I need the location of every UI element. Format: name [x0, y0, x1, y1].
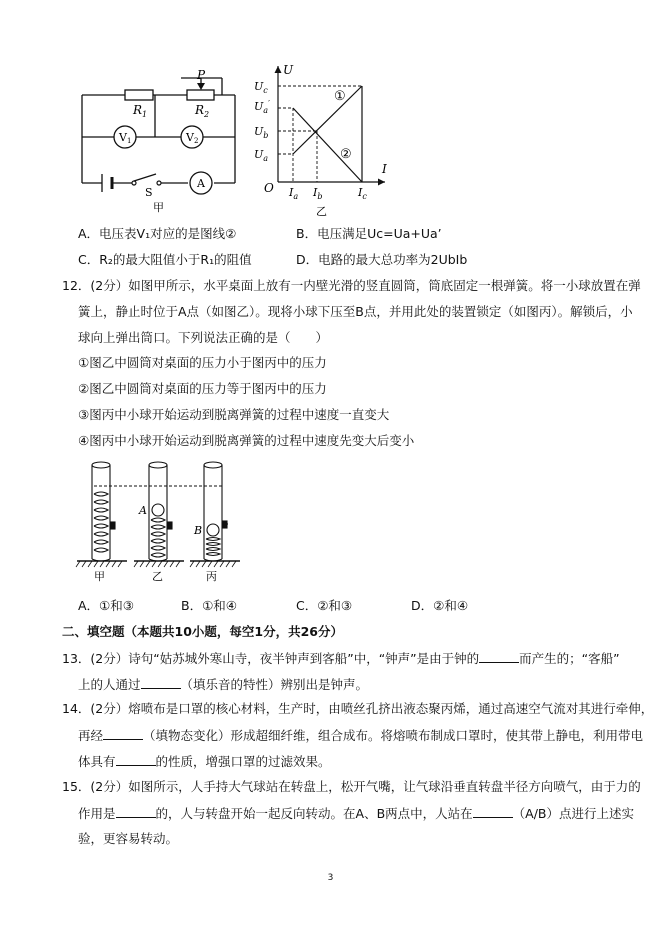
- circuit-diagram: [75, 70, 250, 215]
- cylinders-figure: [72, 458, 252, 586]
- svg-text:Ia: $I_a$: [289, 186, 299, 201]
- q12-statement-4: ④图丙中小球开始运动到脱离弹簧的过程中速度先变大后变小: [78, 433, 415, 448]
- svg-text:Ib: $I_b$: [313, 186, 323, 201]
- q11-option-a: A．电压表V₁对应的是图线②: [78, 226, 237, 241]
- svg-text:②: ②: [340, 147, 352, 162]
- q11-option-d: D．电路的最大总功率为2UbIb: [296, 252, 468, 267]
- q12-statement-3: ③图丙中小球开始运动到脱离弹簧的过程中速度一直变大: [78, 407, 390, 422]
- cylinder-yi: [149, 462, 172, 561]
- q12-option-b: B．①和④: [181, 598, 237, 613]
- svg-text:A: A: [197, 177, 205, 190]
- q14-blank-1[interactable]: [103, 727, 143, 740]
- q12-stem-line3: 球向上弹出筒口。下列说法正确的是（ ）: [78, 330, 329, 345]
- svg-text:S: S: [145, 186, 153, 199]
- svg-text:乙: 乙: [152, 570, 163, 583]
- cylinder-jia: [92, 462, 115, 561]
- q13-blank-2[interactable]: [141, 676, 181, 689]
- q15-line3: 验，更容易转动。: [78, 831, 179, 846]
- q13-line1: 13．(2分）诗句“姑苏城外寒山寺，夜半钟声到客船”中，“钟声”是由于钟的 而产生的；“客船”: [62, 651, 620, 666]
- q14-blank-2[interactable]: [116, 753, 156, 766]
- svg-text:I: I: [382, 162, 387, 176]
- q15-blank-1[interactable]: [116, 805, 156, 818]
- q12-stem-line2: 簧上，静止时位于A点（如图乙）。现将小球下压至B点，并用此处的装置锁定（如图丙）。解锁后，小: [78, 304, 633, 319]
- q12-stem-line1: 12．(2分）如图甲所示，水平桌面上放有一内壁光滑的竖直圆筒，筒底固定一根弹簧。将一小球放置在弹: [62, 278, 641, 293]
- q15-line2: 作用是 的，人与转盘开始一起反向转动。在A、B两点中，人站在 （A/B）点进行上述实: [78, 806, 634, 821]
- graph-line-2: [293, 108, 362, 182]
- q12-option-d: D．②和④: [411, 598, 469, 613]
- svg-text:V2: V2: [186, 131, 199, 145]
- switch: [134, 174, 156, 181]
- q11-option-c: C．R₂的最大阻值小于R₁的阻值: [78, 252, 252, 267]
- svg-text:U: U: [283, 63, 294, 77]
- q13-blank-1[interactable]: [479, 650, 519, 663]
- svg-text:Ua: $U_a$: [254, 148, 269, 163]
- svg-text:丙: 丙: [206, 570, 217, 583]
- q14-line2: 再经 （填物态变化）形成超细纤维，组合成布。将熔喷布制成口罩时，使其带上静电，利用带电: [78, 728, 644, 743]
- svg-text:R2: $R_2$: [195, 103, 210, 119]
- page-number: 3: [327, 873, 334, 883]
- resistor-r1: [125, 90, 153, 100]
- svg-text:R1: $R_1$: [133, 103, 148, 119]
- svg-text:乙: 乙: [316, 205, 327, 218]
- q14-line3: 体具有 的性质，增强口罩的过滤效果。: [78, 754, 331, 769]
- graph-line-1: [293, 86, 362, 154]
- rheostat-r2: [187, 90, 214, 100]
- svg-text:V1: V1: [119, 131, 132, 145]
- section-heading: 二、填空题（本题共10小题，每空1分，共26分）: [62, 624, 343, 639]
- svg-text:甲: 甲: [153, 201, 164, 214]
- q15-blank-2[interactable]: [473, 805, 513, 818]
- q12-statement-2: ②图乙中圆筒对桌面的压力等于图丙中的压力: [78, 381, 327, 396]
- q13-line2: 上的人通过 （填乐音的特性）辨别出是钟声。: [78, 677, 369, 692]
- svg-text:B: B: [194, 524, 203, 537]
- svg-text:甲: 甲: [94, 570, 105, 583]
- q11-option-b: B．电压满足Uc=Ua+Ua’: [296, 226, 442, 241]
- svg-text:Uc: $U_c$: [254, 80, 268, 95]
- q14-line1: 14．(2分）熔喷布是口罩的核心材料，生产时，由喷丝孔挤出液态聚丙烯，通过高速空气流对其进行牵伸，: [62, 701, 654, 716]
- slider-arrow: [197, 83, 205, 90]
- q12-option-a: A．①和③: [78, 598, 134, 613]
- svg-text:O: O: [264, 181, 274, 195]
- q12-statement-1: ①图乙中圆筒对桌面的压力小于图丙中的压力: [78, 355, 327, 370]
- q15-line1: 15．(2分）如图所示，人手持大气球站在转盘上，松开气嘴，让气球沿垂直转盘半径方向喷气，由于力的: [62, 779, 641, 794]
- svg-text:Ic: $I_c$: [358, 186, 367, 201]
- svg-text:P: P: [197, 70, 206, 82]
- ui-graph: [250, 60, 400, 220]
- q12-option-c: C．②和③: [296, 598, 353, 613]
- svg-text:①: ①: [334, 89, 346, 104]
- cylinder-bing: [204, 462, 228, 561]
- svg-text:Ua′: $U_a'$: [254, 99, 270, 115]
- svg-text:A: A: [139, 504, 147, 517]
- svg-text:Ub: $U_b$: [254, 125, 269, 140]
